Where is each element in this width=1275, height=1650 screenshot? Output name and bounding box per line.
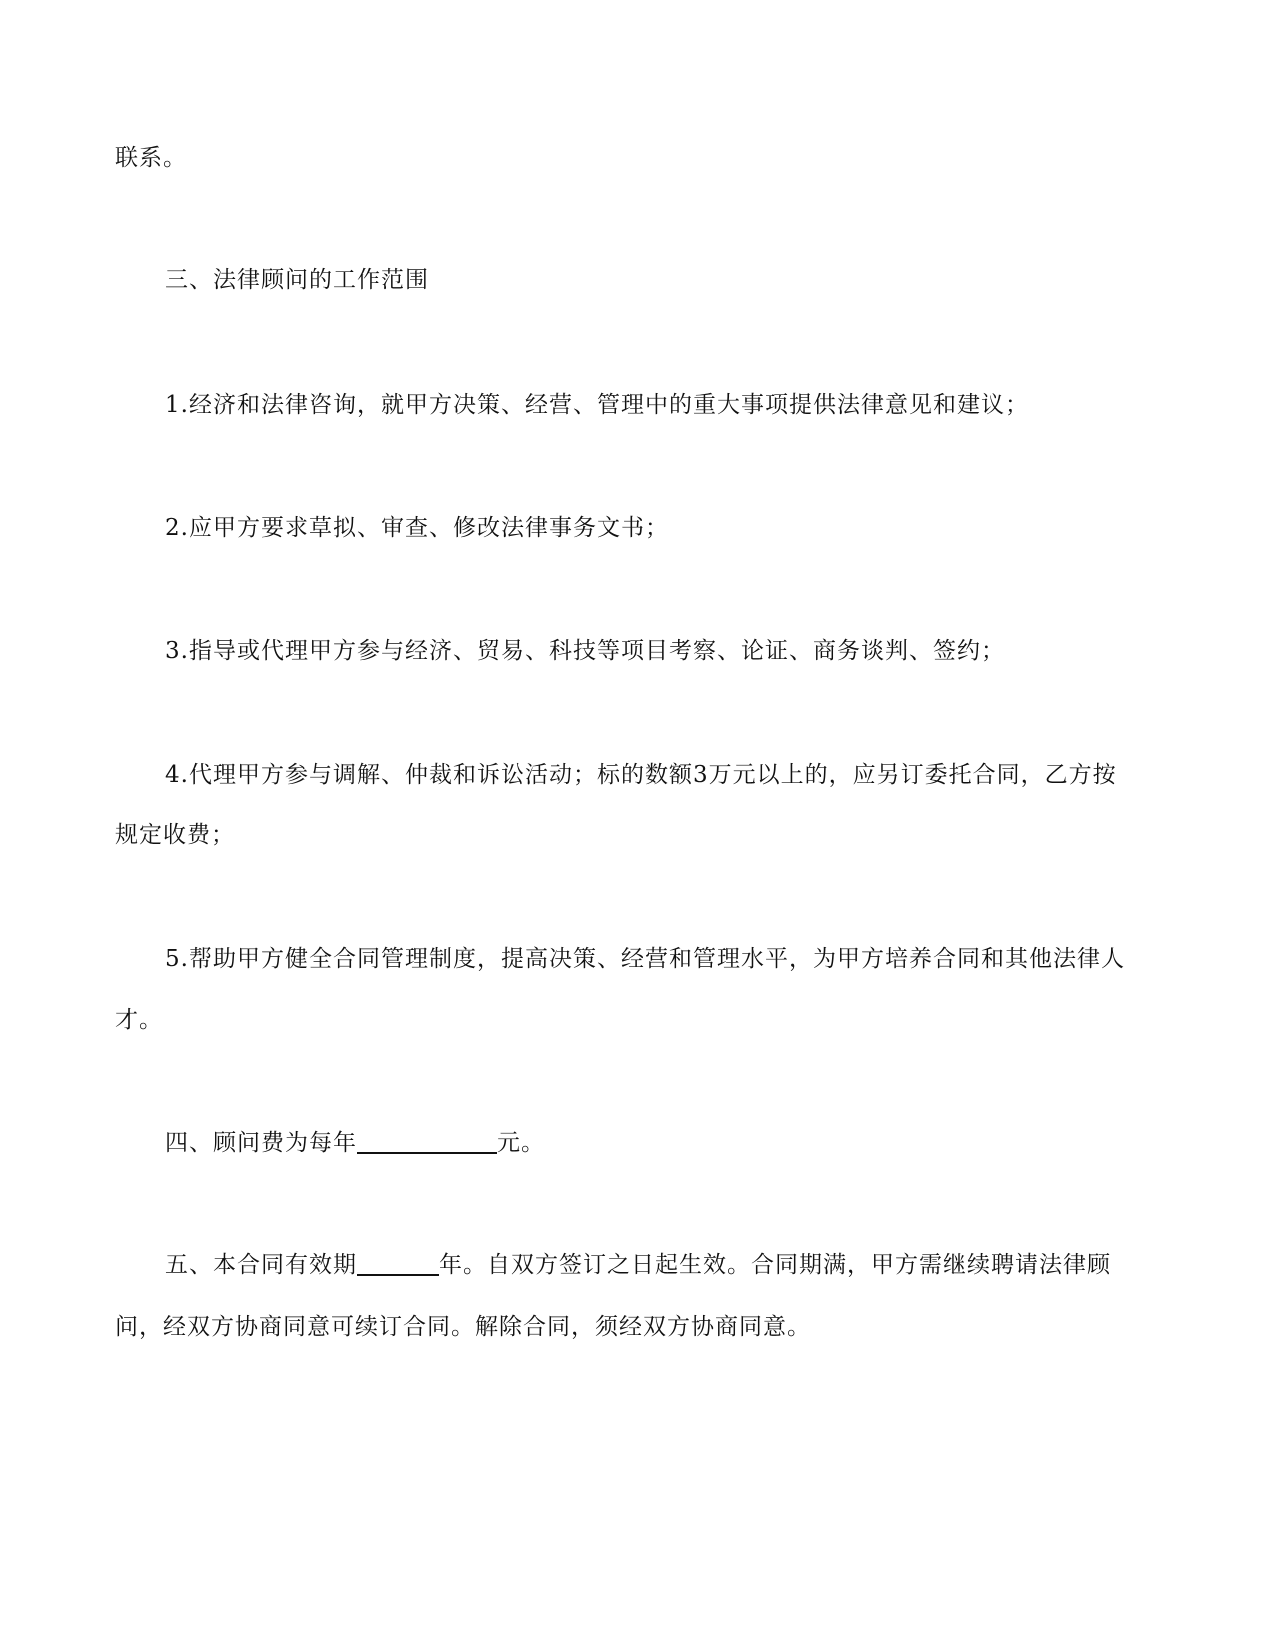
term-clause-continuation: 问，经双方协商同意可续订合同。解除合同，须经双方协商同意。 <box>115 1314 811 1340</box>
term-clause <box>165 1250 1160 1280</box>
fee-clause-text: 四、顾问费为每年 <box>165 1130 357 1156</box>
list-item: 4.代理甲方参与调解、仲裁和诉讼活动；标的数额3万元以上的，应另订委托合同，乙方按 <box>165 762 1117 788</box>
fee-clause-unit: 元。 <box>497 1130 545 1156</box>
section-heading: 三、法律顾问的工作范围 <box>165 267 429 293</box>
list-item: 1.经济和法律咨询，就甲方决策、经营、管理中的重大事项提供法律意见和建议； <box>165 392 1029 418</box>
list-item: 3.指导或代理甲方参与经济、贸易、科技等项目考察、论证、商务谈判、签约； <box>165 638 1005 664</box>
fee-blank <box>357 1128 497 1154</box>
term-blank <box>357 1250 439 1276</box>
term-clause-rest: 年。自双方签订之日起生效。合同期满，甲方需继续聘请法律顾 <box>439 1252 1111 1278</box>
list-item: 2.应甲方要求草拟、审查、修改法律事务文书； <box>165 515 669 541</box>
paragraph-line: 联系。 <box>115 145 187 171</box>
term-clause-text: 五、本合同有效期 <box>165 1252 357 1278</box>
list-item-continuation: 才。 <box>115 1007 163 1033</box>
fee-clause <box>165 1128 1160 1158</box>
list-item-continuation: 规定收费； <box>115 822 235 848</box>
list-item: 5.帮助甲方健全合同管理制度，提高决策、经营和管理水平，为甲方培养合同和其他法律人 <box>165 946 1125 972</box>
